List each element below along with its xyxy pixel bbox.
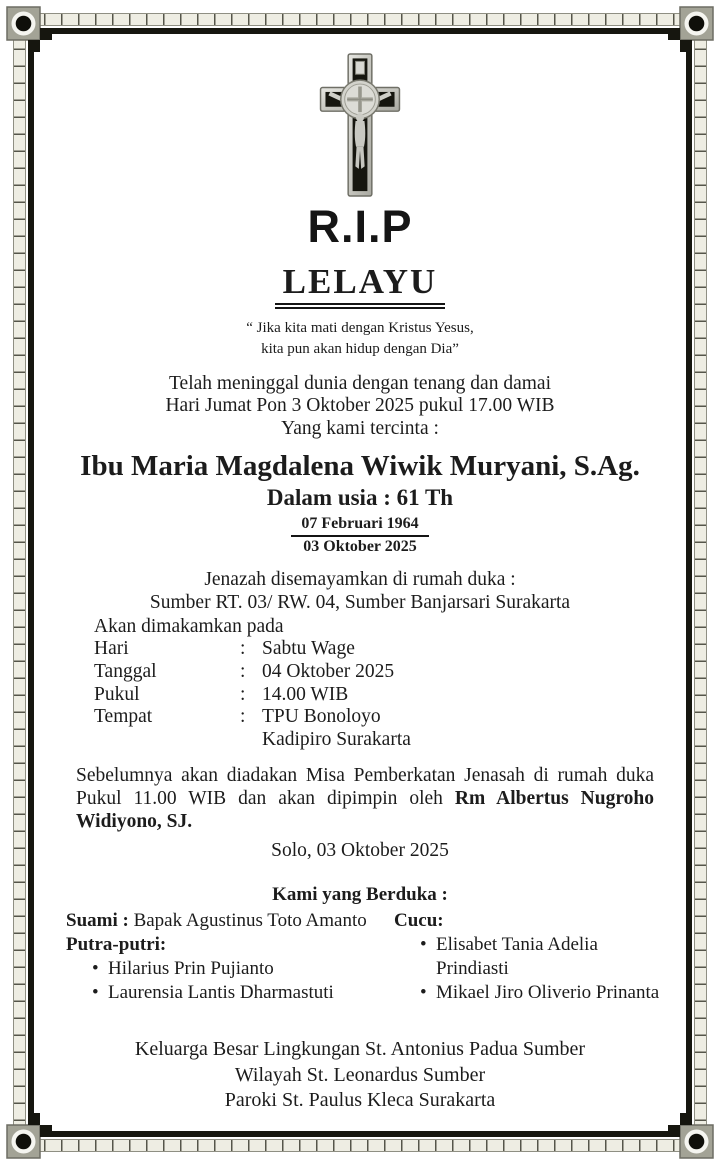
burial-row-time [94, 684, 678, 707]
announcement-line: Yang kami tercinta : [281, 417, 439, 439]
detail-value: TPU Bonoloyo [262, 706, 381, 728]
children-label: Putra-putri: [66, 934, 167, 956]
border-band-left [13, 10, 26, 1155]
detail-label: Hari [94, 638, 129, 660]
priest-name: Rm Albertus Nugroho Widiyono, SJ. [76, 788, 654, 833]
detail-label: Tanggal [94, 660, 157, 682]
viewing-info [42, 569, 678, 614]
scripture-quote [42, 318, 678, 359]
mourners-column-right [394, 909, 672, 1005]
announcement-line: Hari Jumat Pon 3 Oktober 2025 pukul 17.00 WIB [165, 395, 555, 417]
burial-row-day [94, 638, 678, 661]
list-item: • Elisabet Tania Adelia Prindiasti [416, 933, 672, 981]
viewing-line: Jenazah disemayamkan di rumah duka : [204, 569, 516, 591]
detail-value: Kadipiro Surakarta [262, 728, 411, 750]
detail-value: Sabtu Wage [262, 638, 355, 660]
grandchildren-label: Cucu: [394, 910, 444, 932]
document-body [42, 40, 678, 1125]
border-band-bottom [10, 1139, 710, 1152]
burial-row-date [94, 661, 678, 684]
quote-line: kita pun akan hidup dengan Dia” [261, 340, 459, 357]
birth-date: 07 Februari 1964 [291, 514, 428, 537]
spouse-label: Suami : [66, 910, 129, 932]
spouse-row [66, 909, 394, 933]
spouse-name: Bapak Agustinus Toto Amanto [128, 910, 367, 932]
viewing-address: Sumber RT. 03/ RW. 04, Sumber Banjarsari Surakarta [149, 592, 571, 614]
detail-value: 04 Oktober 2025 [262, 660, 395, 682]
mass-text: Sebelumnya akan diadakan Misa Pemberkatan Jenasah di rumah duka Pukul 11.00 WIB dan akan dipimpin oleh [76, 765, 654, 810]
deceased-name: Ibu Maria Magdalena Wiwik Muryani, S.Ag. [80, 449, 640, 482]
detail-colon: : [240, 683, 246, 705]
mourners-column-left [66, 909, 394, 1005]
deceased-age: Dalam usia : 61 Th [266, 485, 454, 511]
quote-line: “ Jika kita mati dengan Kristus Yesus, [246, 320, 474, 337]
burial-details [94, 616, 678, 752]
detail-colon: : [240, 706, 246, 728]
document-title: LELAYU [275, 264, 446, 310]
death-announcement [42, 373, 678, 441]
children-list [88, 957, 394, 1005]
mourners-columns [66, 909, 672, 1005]
footer-line: Keluarga Besar Lingkungan St. Antonius Padua Sumber [134, 1038, 586, 1061]
mass-paragraph [76, 764, 654, 833]
footer-line: Paroki St. Paulus Kleca Surakarta [224, 1089, 496, 1112]
border-band-top [10, 13, 710, 26]
burial-intro: Akan dimakamkan pada [94, 615, 284, 637]
detail-colon: : [240, 638, 246, 660]
list-item: • Laurensia Lantis Dharmastuti [88, 981, 394, 1005]
announcement-line: Telah meninggal dunia dengan tenang dan damai [168, 372, 551, 394]
rip-label: R.I.P [307, 201, 413, 252]
list-item: • Mikael Jiro Oliverio Prinanta [416, 981, 672, 1005]
dateline: Solo, 03 Oktober 2025 [271, 840, 449, 862]
detail-label: Tempat [94, 706, 153, 728]
detail-colon: : [240, 660, 246, 682]
footer-line: Wilayah St. Leonardus Sumber [234, 1063, 486, 1086]
burial-row-place-2 [94, 729, 678, 752]
detail-value: 14.00 WIB [262, 683, 349, 705]
list-item: • Hilarius Prin Pujianto [88, 957, 394, 981]
burial-row-place [94, 706, 678, 729]
crucifix-icon [316, 52, 404, 198]
death-date: 03 Oktober 2025 [303, 538, 417, 556]
life-dates [42, 514, 678, 557]
mourners-heading: Kami yang Berduka : [272, 884, 448, 906]
detail-label: Pukul [94, 683, 140, 705]
grandchildren-list [416, 933, 672, 1005]
border-band-right [694, 10, 707, 1155]
community-footer [42, 1037, 678, 1114]
